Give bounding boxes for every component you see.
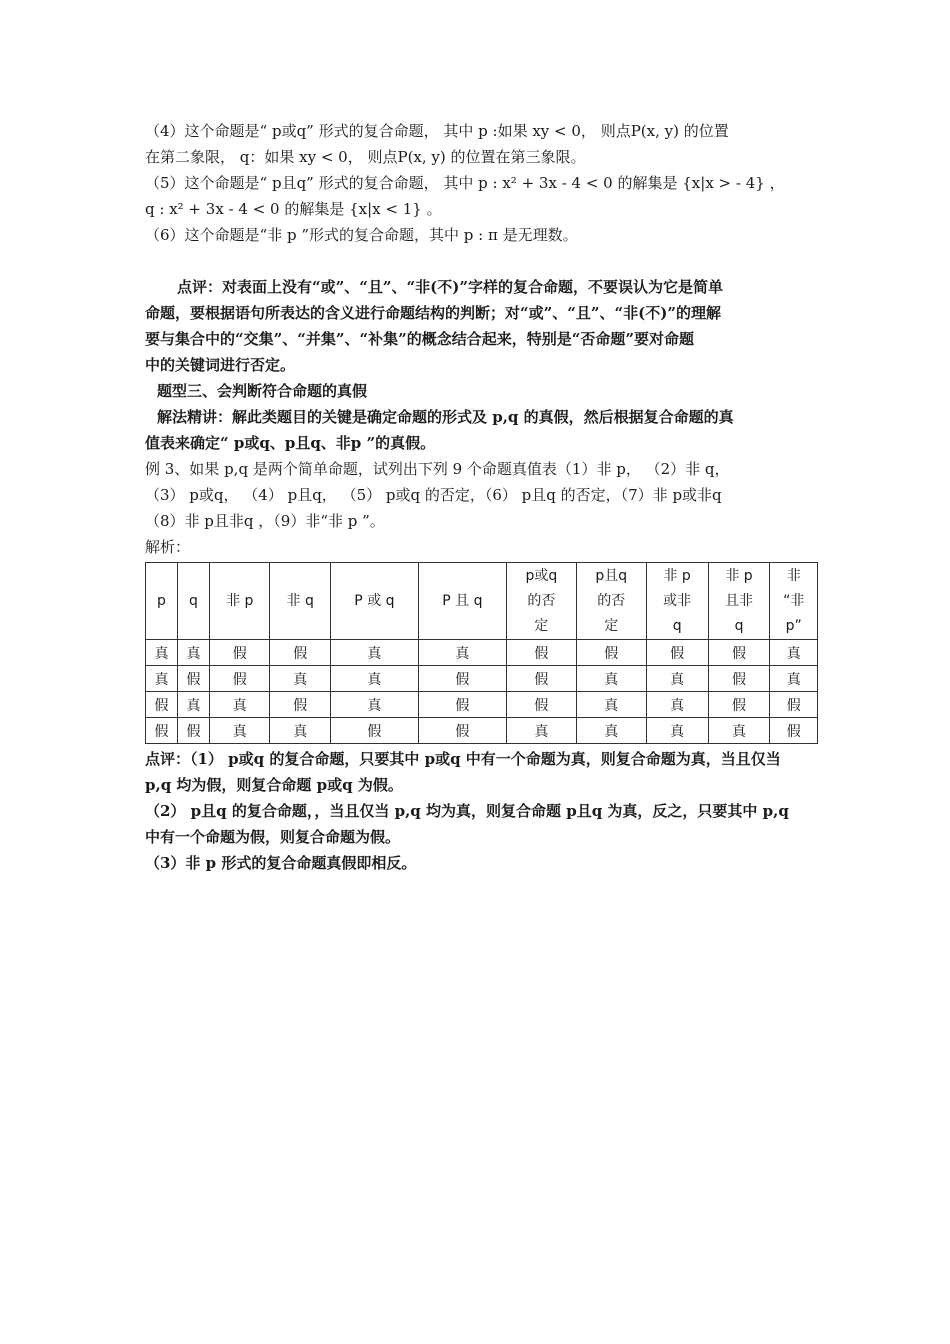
table-cell: 真	[210, 692, 270, 718]
table-cell: 真	[330, 640, 418, 666]
para4-line1: （4）这个命题是“ p或q” 形式的复合命题， 其中 p :如果 xy < 0， 则点P(x, y) 的位置	[145, 122, 729, 140]
table-cell: 假	[146, 718, 178, 744]
header-cell: 非 p	[210, 563, 270, 640]
table-cell: 真	[330, 666, 418, 692]
table-cell: 假	[178, 666, 210, 692]
table-cell: 假	[210, 666, 270, 692]
table-cell: 假	[178, 718, 210, 744]
table-cell: 假	[506, 666, 576, 692]
table-cell: 假	[270, 692, 330, 718]
table-cell: 假	[708, 666, 770, 692]
para5-line1: （5）这个命题是“ p且q” 形式的复合命题， 其中 p : x² + 3x - 4 < 0 的解集是 {x|x > - 4} ，	[145, 174, 785, 192]
comment1-line4: 中的关键词进行否定。	[145, 356, 296, 374]
comment2-line3: （2） p且q 的复合命题，，当且仅当 p,q 均为真，则复合命题 p且q 为真，反之，只要其中 p,q	[145, 802, 789, 820]
para5-line2: q : x² + 3x - 4 < 0 的解集是 {x|x < 1} 。	[145, 200, 442, 218]
table-cell: 真	[770, 666, 818, 692]
spacer	[145, 248, 820, 274]
table-cell: 真	[576, 718, 646, 744]
table-cell: 真	[576, 666, 646, 692]
analysis-label: 解析：	[145, 538, 191, 556]
truth-table	[145, 562, 818, 744]
header-cell: 非 p 且非 q	[708, 563, 770, 640]
table-cell: 真	[708, 718, 770, 744]
table-cell: 真	[178, 640, 210, 666]
table-cell: 假	[708, 692, 770, 718]
table-cell: 假	[418, 666, 506, 692]
table-cell: 假	[330, 718, 418, 744]
table-cell: 真	[210, 718, 270, 744]
method-line1: 解法精讲：解此类题目的关键是确定命题的形式及 p,q 的真假，然后根据复合命题的真	[157, 408, 734, 426]
header-cell: 非 p 或非 q	[646, 563, 708, 640]
table-cell: 真	[770, 640, 818, 666]
header-cell: q	[178, 563, 210, 640]
table-cell: 真	[646, 666, 708, 692]
para6: （6）这个命题是“非 p ”形式的复合命题，其中 p : π 是无理数。	[145, 226, 578, 244]
comment1-line1: 点评：对表面上没有“或”、“且”、“非(不)”字样的复合命题，不要误认为它是简单	[177, 278, 723, 296]
comment1-line3: 要与集合中的“交集”、“并集”、“补集”的概念结合起来，特别是“否命题”要对命题	[145, 330, 695, 348]
table-cell: 真	[506, 718, 576, 744]
example3-line1: 例 3、如果 p,q 是两个简单命题，试列出下列 9 个命题真值表（1）非 p， （2）非 q，	[145, 460, 730, 478]
table-cell: 假	[708, 640, 770, 666]
comment2-line4: 中有一个命题为假，则复合命题为假。	[145, 828, 401, 846]
table-row	[146, 718, 818, 744]
table-cell: 真	[418, 640, 506, 666]
table-cell: 假	[506, 640, 576, 666]
para4-line2: 在第二象限， q：如果 xy < 0， 则点P(x, y) 的位置在第三象限。	[145, 148, 586, 166]
table-row	[146, 666, 818, 692]
comment2-line2: p,q 均为假，则复合命题 p或q 为假。	[145, 776, 403, 794]
example3-line2: （3） p或q， （4） p且q， （5） p或q 的否定，（6） p且q 的否定，（7）非 p或非q	[145, 486, 722, 504]
comment1-line2: 命题，要根据语句所表达的含义进行命题结构的判断；对“或”、“且”、“非(不)”的理解	[145, 304, 721, 322]
table-cell: 假	[770, 718, 818, 744]
table-cell: 真	[576, 692, 646, 718]
header-cell: p或q 的否 定	[506, 563, 576, 640]
header-cell: P 且 q	[418, 563, 506, 640]
table-cell: 真	[178, 692, 210, 718]
header-cell: 非 q	[270, 563, 330, 640]
header-cell: 非 “非 p”	[770, 563, 818, 640]
table-cell: 假	[418, 718, 506, 744]
comment2-line1: 点评：（1） p或q 的复合命题，只要其中 p或q 中有一个命题为真，则复合命题为真，当且仅当	[145, 750, 781, 768]
table-cell: 假	[646, 640, 708, 666]
table-cell: 真	[270, 666, 330, 692]
table-cell: 假	[576, 640, 646, 666]
table-cell: 假	[770, 692, 818, 718]
table-cell: 假	[506, 692, 576, 718]
table-cell: 真	[146, 666, 178, 692]
example3-line3: （8）非 p且非q ，（9）非“非 p ”。	[145, 512, 385, 530]
table-cell: 真	[330, 692, 418, 718]
truth-table-header-row	[146, 563, 818, 640]
document-body	[145, 118, 820, 876]
header-cell: p	[146, 563, 178, 640]
table-cell: 假	[418, 692, 506, 718]
table-row	[146, 640, 818, 666]
table-cell: 真	[646, 692, 708, 718]
table-cell: 真	[646, 718, 708, 744]
method-line2: 值表来确定“ p或q、p且q、非p ”的真假。	[145, 434, 436, 452]
table-cell: 假	[210, 640, 270, 666]
table-cell: 真	[146, 640, 178, 666]
comment2-line5: （3）非 p 形式的复合命题真假即相反。	[145, 854, 417, 872]
table-cell: 真	[270, 718, 330, 744]
table-cell: 假	[146, 692, 178, 718]
header-cell: p且q 的否 定	[576, 563, 646, 640]
header-cell: P 或 q	[330, 563, 418, 640]
table-cell: 假	[270, 640, 330, 666]
section3-title: 题型三、会判断符合命题的真假	[157, 382, 368, 400]
table-row	[146, 692, 818, 718]
